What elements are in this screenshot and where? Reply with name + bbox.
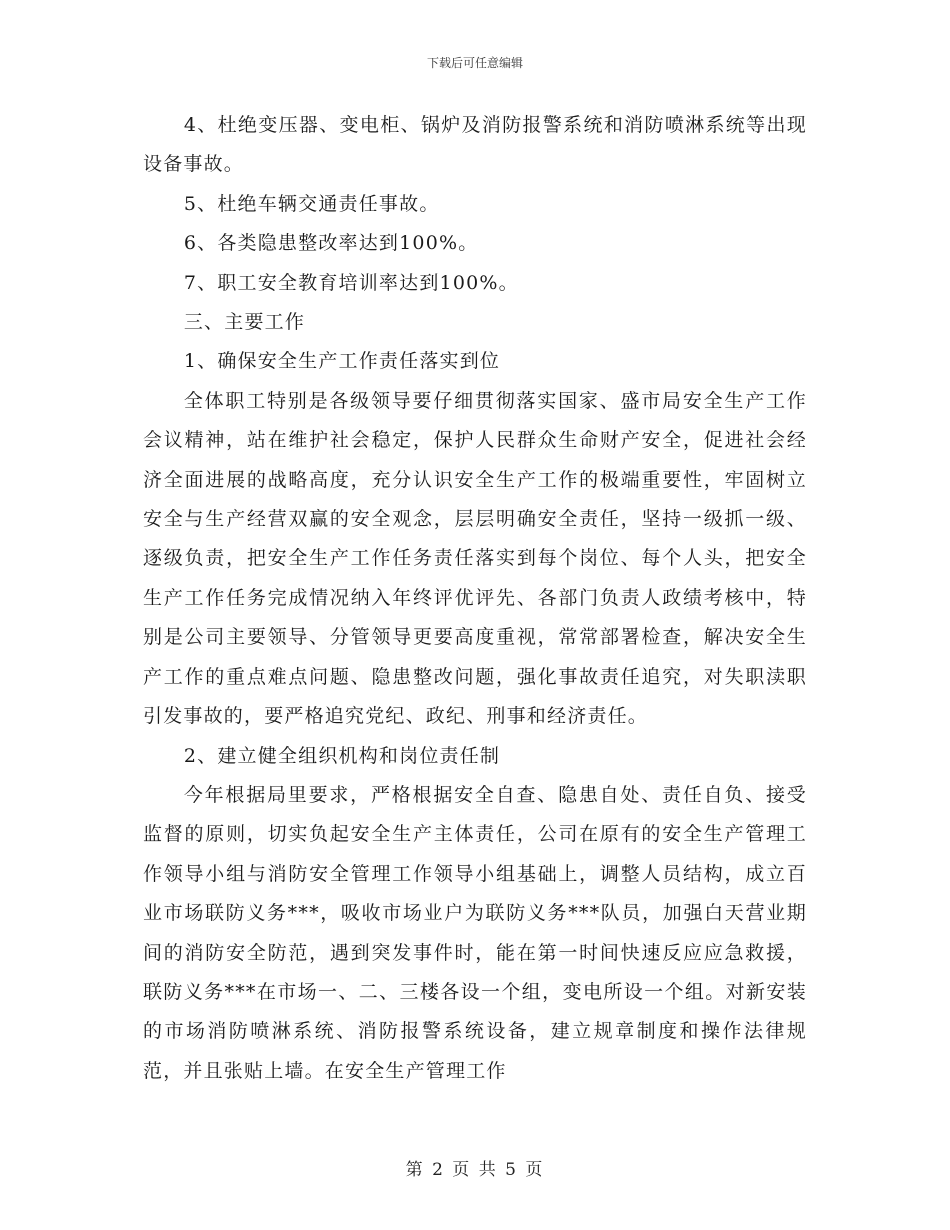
section-heading: 三、主要工作 [183, 311, 306, 334]
document-body [143, 106, 807, 1091]
paragraph-organization: 今年根据局里要求，严格根据安全自查、隐患自处、责任自负、接受监督的原则，切实负起安全生产主体责任，公司在原有的安全生产管理工作领导小组与消防安全管理工作领导小组基础上，调整人员结构，成立百业市场联防义务***，吸收市场业户为联防义务***队员，加强白天营业期间的消防安全防范，遇到突发事件时，能在第一时间快速反应应急救援，联防义务***在市场一、二、三楼各设一个组，变电所设一个组。对新安装的市场消防喷淋系统、消防报警系统设备，建立规章制度和操作法律规范，并且张贴上墙。在安全生产管理工作 [143, 783, 807, 1082]
page-number: 第 2 页 共 5 页 [405, 1160, 545, 1180]
paragraph-item-5: 5、杜绝车辆交通责任事故。 [183, 192, 440, 215]
paragraph-responsibility: 全体职工特别是各级领导要仔细贯彻落实国家、盛市局安全生产工作会议精神，站在维护社会稳定，保护人民群众生命财产安全，促进社会经济全面进展的战略高度，充分认识安全生产工作的极端重要性，牢固树立安全与生产经营双赢的安全观念，层层明确安全责任，坚持一级抓一级、逐级负责，把安全生产工作任务责任落实到每个岗位、每个人头，把安全生产工作任务完成情况纳入年终评优评先、各部门负责人政绩考核中，特别是公司主要领导、分管领导更要高度重视，常常部署检查，解决安全生产工作的重点难点问题、隐患整改问题，强化事故责任追究，对失职渎职引发事故的，要严格追究党纪、政纪、刑事和经济责任。 [143, 389, 807, 728]
subsection-heading-2: 2、建立健全组织机构和岗位责任制 [183, 744, 501, 767]
subsection-heading-1: 1、确保安全生产工作责任落实到位 [183, 350, 501, 373]
paragraph-item-4: 4、杜绝变压器、变电柜、锅炉及消防报警系统和消防喷淋系统等出现设备事故。 [143, 114, 807, 176]
paragraph-item-7: 7、职工安全教育培训率达到100%。 [183, 271, 519, 294]
page-header: 下载后可任意编辑 [426, 56, 523, 70]
paragraph-item-6: 6、各类隐患整改率达到100%。 [183, 232, 479, 255]
